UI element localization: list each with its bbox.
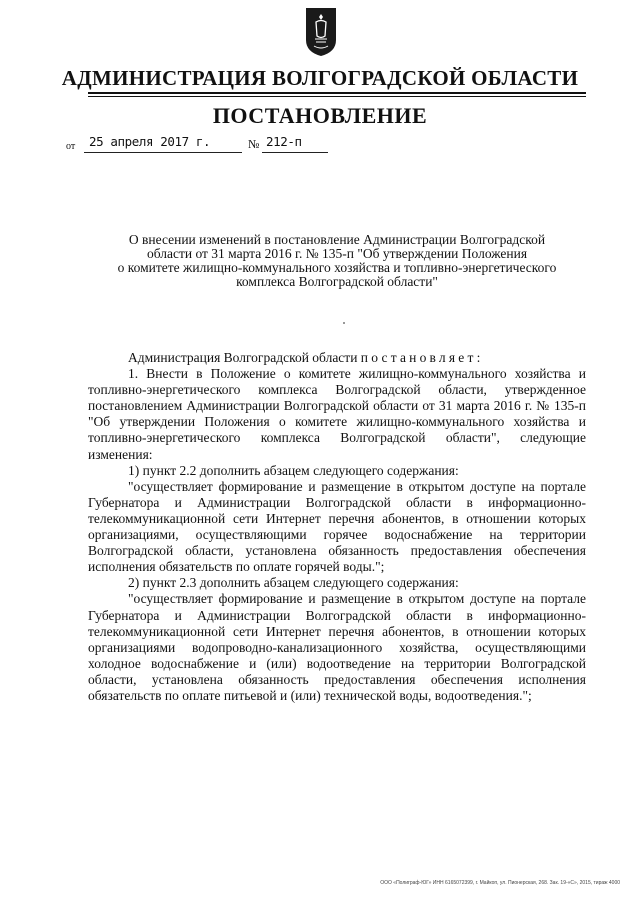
date-underline	[84, 152, 242, 153]
subitem-2: 2) пункт 2.3 дополнить абзацем следующего содержания:	[128, 575, 459, 591]
subitem-1: 1) пункт 2.2 дополнить абзацем следующего содержания:	[128, 462, 459, 478]
quote-1: "осуществляет формирование и размещение в открытом доступе на портале Губернатора и Администрации Волгоградской области в информационно-телекоммуникационной сети Интернет перечня абонентов, в отношении которых организациями, осуществляющими горячее водоснабжение на территории Волгоградской области, установлена обязанность предоставления обеспечения исполнения обязательств по оплате горячей воды.";	[88, 478, 586, 575]
number-underline	[262, 152, 328, 153]
quote-2: "осуществляет формирование и размещение в открытом доступе на портале Губернатора и Администрации Волгоградской области в информационно-телекоммуникационной сети Интернет перечня абонентов, в отношении которых организациями водопроводно-канализационного хозяйства, осуществляющими холодное водоснабжение и (или) водоотведение на территории Волгоградской области, установлена обязанность предоставления обеспечения исполнения обязательств по оплате питьевой и (или) технической воды, водоотведения.";	[88, 591, 586, 703]
number-prefix: №	[248, 137, 260, 151]
subject-line: комплекса Волгоградской области"	[236, 274, 438, 289]
subject-line: О внесении изменений в постановление Администрации Волгоградской	[128, 232, 546, 247]
document-body	[88, 350, 586, 704]
volgograd-coat-of-arms-icon	[304, 6, 338, 58]
header-rule-thick	[88, 92, 586, 94]
document-subject	[88, 233, 586, 289]
intro-resolves: постановляет:	[360, 350, 484, 365]
scan-speck	[343, 322, 345, 324]
organization-title: АДМИНИСТРАЦИЯ ВОЛГОГРАДСКОЙ ОБЛАСТИ	[61, 66, 579, 90]
number-value: 212-п	[266, 134, 302, 149]
item-1: 1. Внести в Положение о комитете жилищно-коммунального хозяйства и топливно-энергетического комплекса Волгоградской области, утвержденное постановлением Администрации Волгоградской области от 31 марта 2016 г. № 135-п "Об утверждении Положения о комитете жилищно-коммунального хозяйства и топливно-энергетического комплекса Волгоградской области", следующие изменения:	[88, 366, 586, 462]
date-prefix: от	[66, 141, 76, 152]
date-value: 25 апреля 2017 г.	[89, 134, 211, 149]
header-rule-thin	[88, 96, 586, 97]
printer-imprint: ООО «Полиграф-ЮГ» ИНН 6165072399, г. Майкоп, ул. Пионерская, 268. Зак. 19-«С», 2015, тираж 4000	[380, 880, 620, 886]
subject-line: о комитете жилищно-коммунального хозяйства и топливно-энергетического	[117, 260, 557, 275]
intro-lead: Администрация Волгоградской области	[128, 350, 361, 365]
resolution-intro	[88, 350, 586, 366]
subject-line: области от 31 марта 2016 г. № 135-п "Об утверждении Положения	[146, 246, 528, 261]
document-type: ПОСТАНОВЛЕНИЕ	[212, 103, 428, 128]
